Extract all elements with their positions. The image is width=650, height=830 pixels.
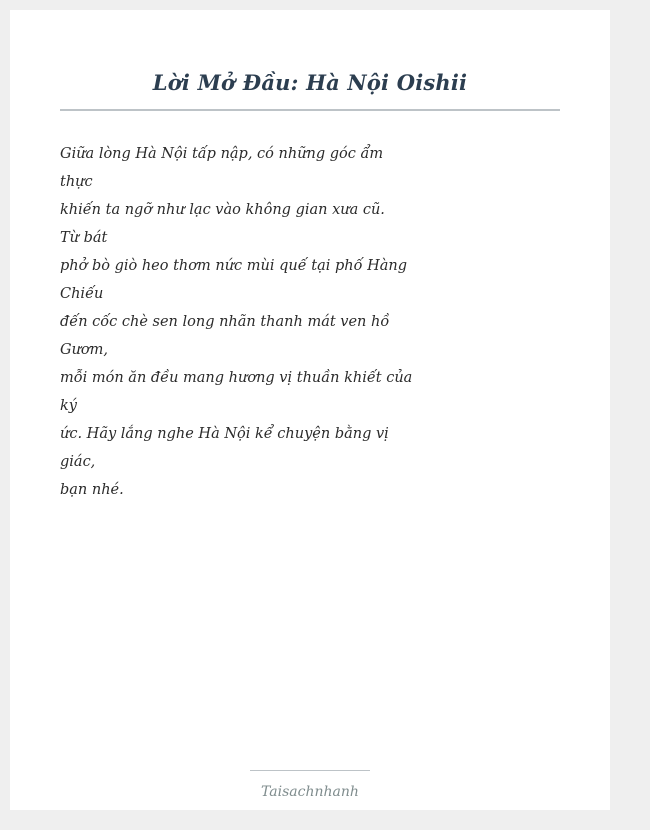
body-line: phở bò giò heo thơm nức mùi quế tại phố Hàng	[60, 258, 407, 274]
body-line: Gươm,	[60, 342, 109, 358]
body-line: Giữa lòng Hà Nội tấp nập, có những góc ẩm	[60, 146, 384, 162]
body-line: giác,	[60, 454, 96, 470]
body-line: ký	[60, 398, 77, 414]
body-line: mỗi món ăn đều mang hương vị thuần khiết của	[60, 370, 413, 386]
page-title: Lời Mở Đầu: Hà Nội Oishii	[152, 70, 468, 95]
title-divider	[60, 109, 560, 111]
body-line: khiến ta ngỡ như lạc vào không gian xưa cũ.	[60, 202, 385, 218]
body-line: đến cốc chè sen long nhãn thanh mát ven hồ	[60, 314, 390, 330]
footer-divider	[250, 770, 370, 771]
body-line: Chiếu	[60, 286, 104, 302]
body-line: ức. Hãy lắng nghe Hà Nội kể chuyện bằng vị	[60, 426, 389, 442]
document-page	[10, 10, 610, 810]
body-text	[60, 140, 413, 504]
body-line: Từ bát	[60, 230, 108, 246]
body-line: bạn nhé.	[60, 482, 124, 498]
body-line: thực	[60, 174, 93, 190]
footer-signature: Taisachnhanh	[261, 784, 359, 800]
